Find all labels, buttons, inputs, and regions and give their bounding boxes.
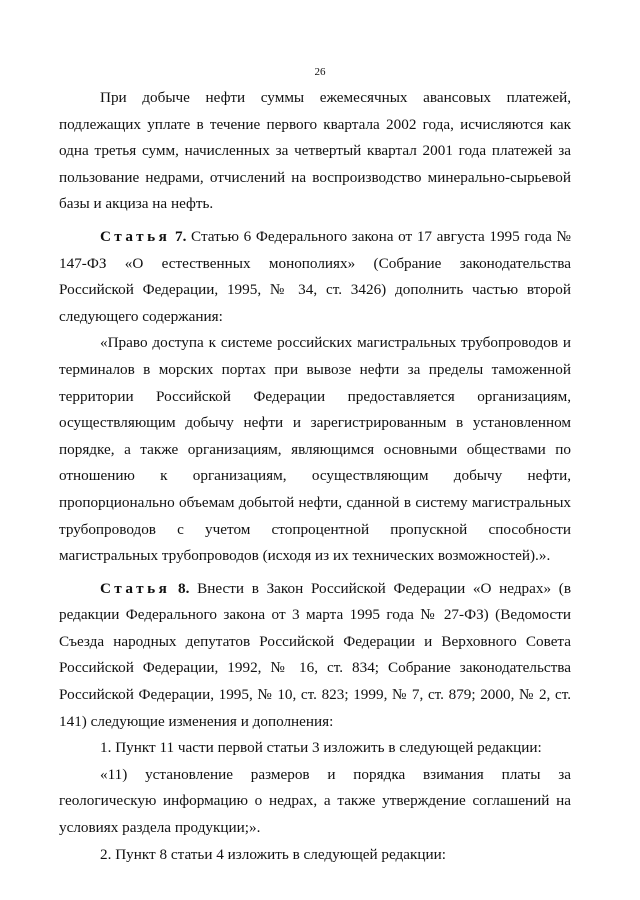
article-8-item-1-quote: «11) установление размеров и порядка взимания платы за геологическую информацию о недрах, а также утверждение соглашений на условиях раздела продукции;».: [59, 765, 571, 837]
article-7-label: Статья: [100, 227, 171, 245]
article-8-label: Статья: [100, 579, 171, 597]
document-body: [59, 85, 571, 868]
article-7-quote: «Право доступа к системе российских магистральных трубопроводов и терминалов в морских портах при вывозе нефти за пределы таможенной территории Российской Федерации предоставляется организациям, осуществляющим добычу нефти и зарегистрированным в установленном порядке, а также организациям, являющимся основными обществами по отношению к организациям, осуществляющим добычу нефти, пропорционально объемам добытой нефти, сданной в систему магистральных трубопроводов с учетом стопроцентной пропускной способности магистральных трубопроводов (исходя из их технических возможностей).».: [59, 334, 571, 565]
article-8: [59, 576, 571, 736]
article-8-item-1: 1. Пункт 11 части первой статьи 3 изложить в следующей редакции:: [100, 739, 542, 757]
article-8-number: 8.: [178, 579, 190, 597]
article-8-item-2: 2. Пункт 8 статьи 4 изложить в следующей редакции:: [100, 845, 447, 863]
page-number: 26: [314, 66, 326, 78]
article-7: [59, 224, 571, 330]
article-7-text: Статью 6 Федерального закона от 17 августа 1995 года № 147-ФЗ «О естественных монополиях» (Собрание законодательства Российской Федерации, 1995, № 34, ст. 3426) дополнить частью второй следующего содержания:: [59, 227, 571, 325]
article-7-number: 7.: [174, 227, 187, 245]
article-8-text: Внести в Закон Российской Федерации «О недрах» (в редакции Федерального закона от 3 марта 1995 года № 27-ФЗ) (Ведомости Съезда народных депутатов Российской Федерации и Верховного Совета Российской Федерации, 1992, № 16, ст. 834; Собрание законодательства Российской Федерации, 1995, № 10, ст. 823; 1999, № 7, ст. 879; 2000, № 2, ст. 141) следующие изменения и дополнения:: [59, 579, 572, 730]
paragraph-advance-payments: При добыче нефти суммы ежемесячных авансовых платежей, подлежащих уплате в течение первого квартала 2002 года, исчисляются как одна третья сумм, начисленных за четвертый квартал 2001 года платежей за пользование недрами, отчислений на воспроизводство минерально-сырьевой базы и акциза на нефть.: [59, 89, 571, 213]
